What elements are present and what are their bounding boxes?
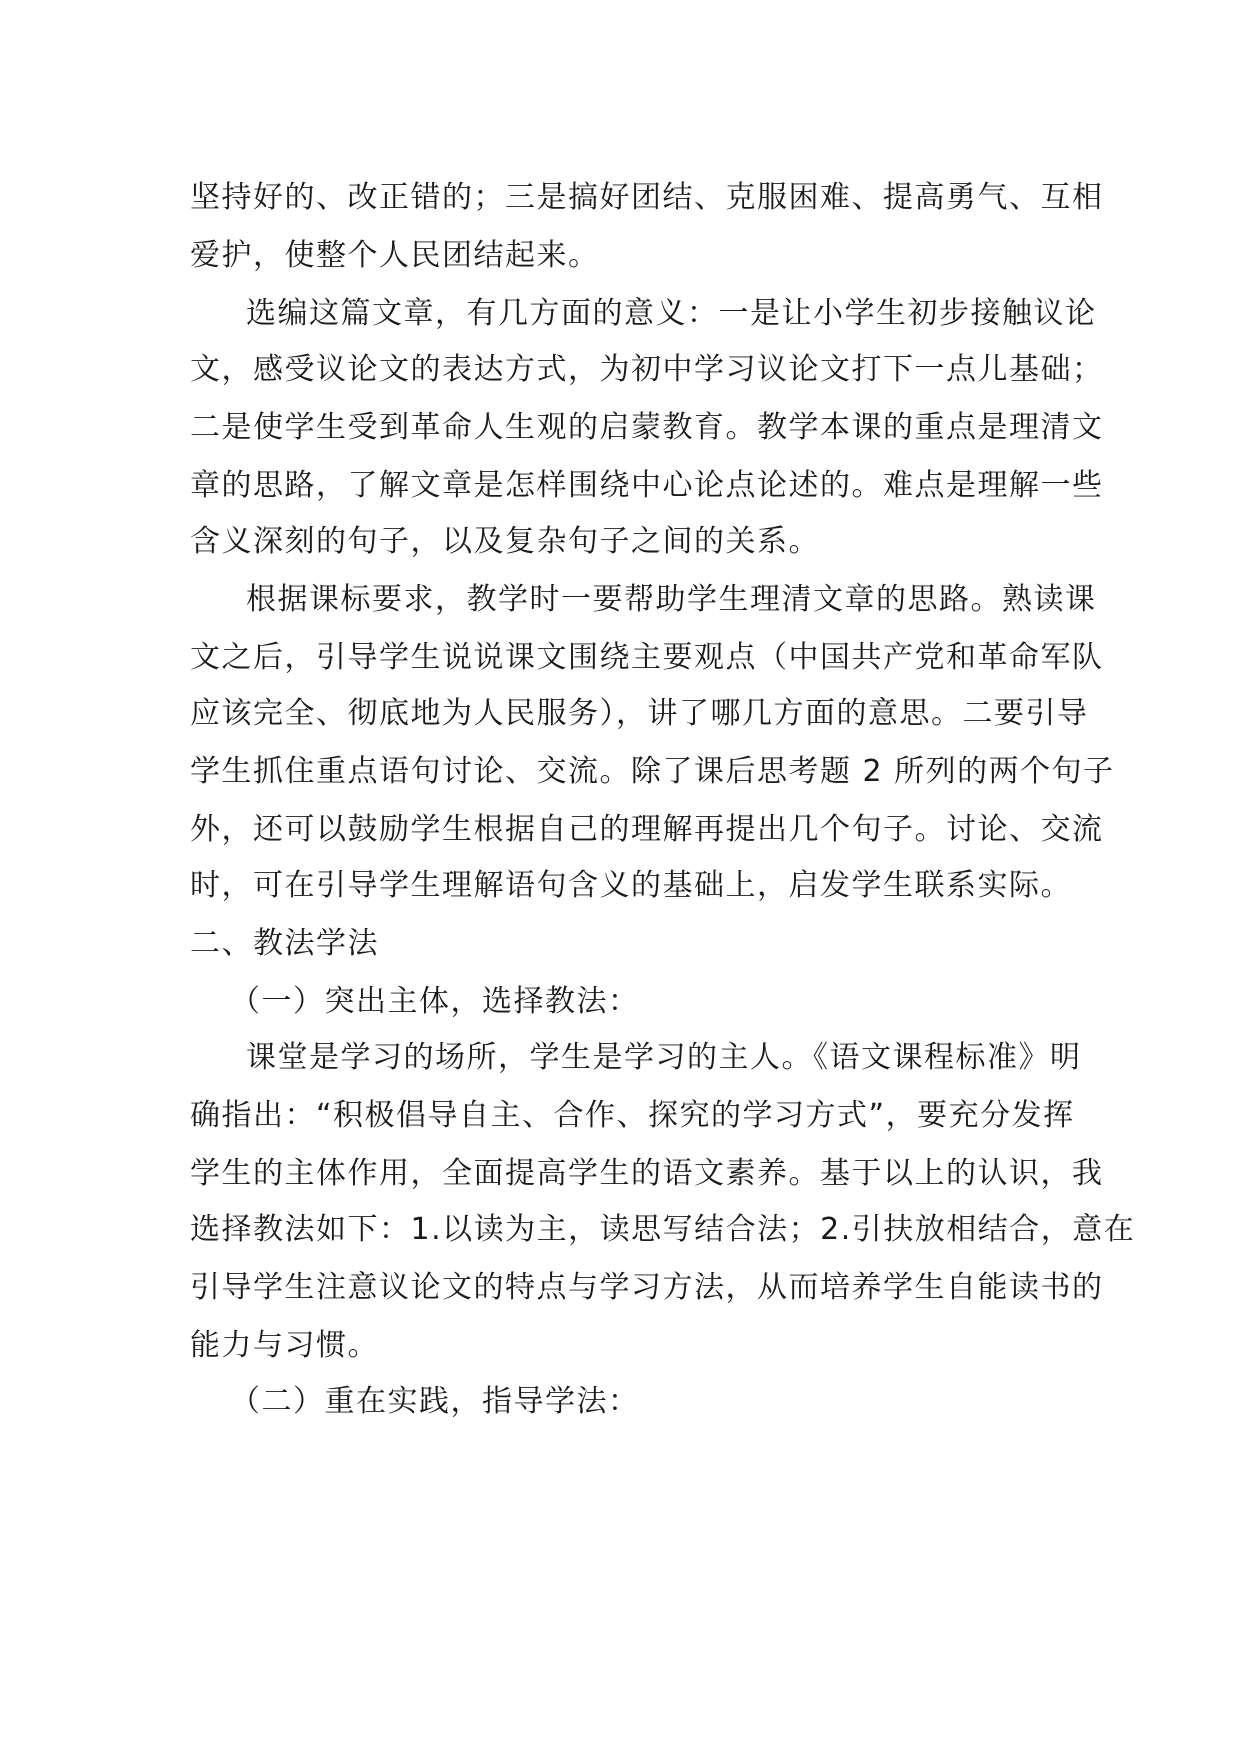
text-line: 二是使学生受到革命人生观的启蒙教育。教学本课的重点是理清文 [190,410,1104,445]
text-line: 应该完全、彻底地为人民服务），讲了哪几方面的意思。二要引导 [190,696,1089,731]
text-line: 选择教法如下：1.以读为主，读思写结合法；2.引扶放相结合，意在 [190,1212,1136,1247]
text-line: 外，还可以鼓励学生根据自己的理解再提出几个句子。讨论、交流 [190,812,1104,847]
text-line: 学生的主体作用，全面提高学生的语文素养。基于以上的认识，我 [190,1156,1104,1191]
text-line: 含义深刻的句子，以及复杂句子之间的关系。 [190,524,820,559]
section-heading: 二、教法学法 [190,926,379,961]
text-line: 根据课标要求，教学时一要帮助学生理清文章的思路。熟读课 [246,582,1097,617]
text-line: 确指出：“积极倡导自主、合作、探究的学习方式”，要充分发挥 [190,1098,1075,1133]
text-line: 选编这篇文章，有几方面的意义：一是让小学生初步接触议论 [246,296,1097,331]
text-line: 坚持好的、改正错的；三是搞好团结、克服困难、提高勇气、互相 [190,180,1104,215]
text-line: 文之后，引导学生说说课文围绕主要观点（中国共产党和革命军队 [190,640,1104,675]
text-line: 学生抓住重点语句讨论、交流。除了课后思考题 2 所列的两个句子 [190,754,1115,789]
text-line: 能力与习惯。 [190,1328,379,1363]
text-line: 课堂是学习的场所，学生是学习的主人。《语文课程标准》明 [246,1040,1082,1075]
subsection-heading: （一）突出主体，选择教法： [230,984,640,1019]
text-line: 时，可在引导学生理解语句含义的基础上，启发学生联系实际。 [190,868,1072,903]
text-line: 爱护，使整个人民团结起来。 [190,238,600,273]
subsection-heading: （二）重在实践，指导学法： [230,1384,640,1419]
text-line: 章的思路，了解文章是怎样围绕中心论点论述的。难点是理解一些 [190,468,1104,503]
text-line: 文，感受议论文的表达方式，为初中学习议论文打下一点儿基础； [190,352,1104,387]
text-line: 引导学生注意议论文的特点与学习方法，从而培养学生自能读书的 [190,1270,1104,1305]
